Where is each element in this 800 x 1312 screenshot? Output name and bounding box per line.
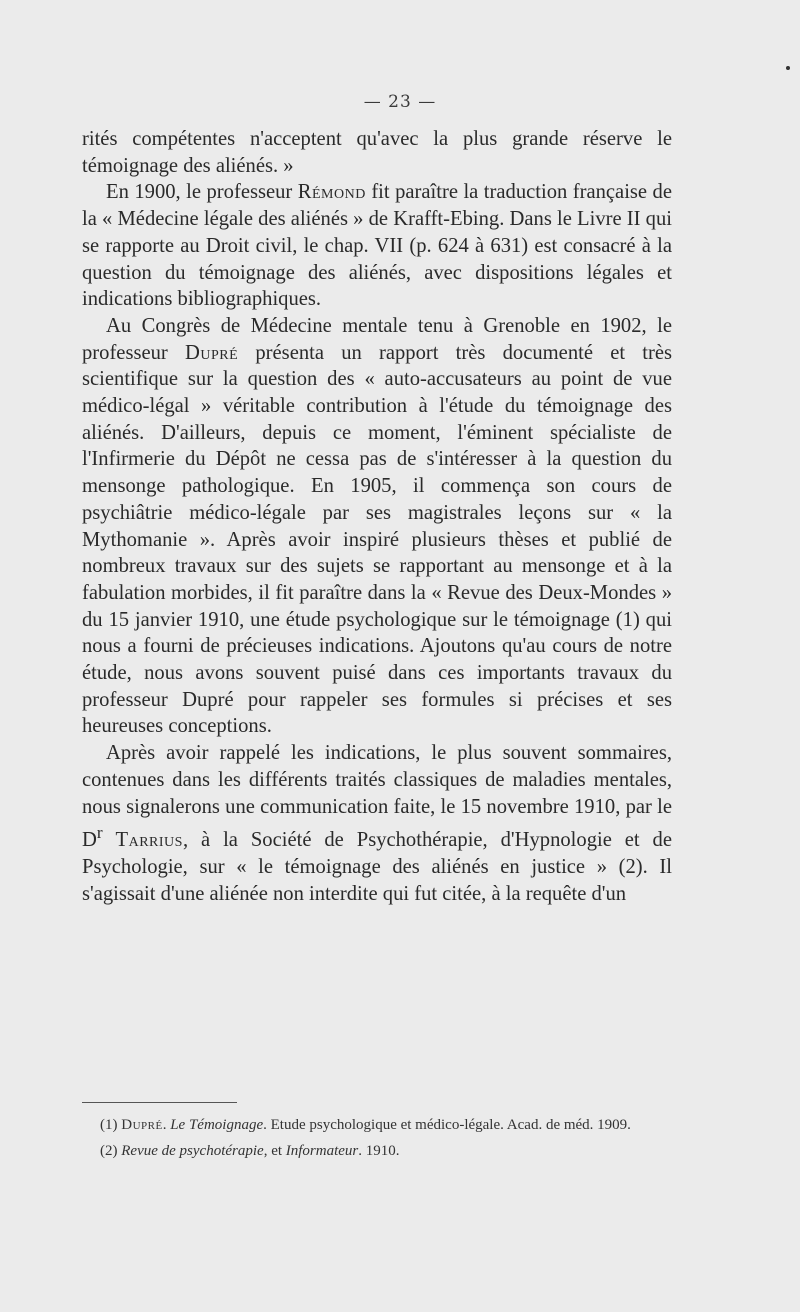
page-number: — 23 —	[363, 92, 437, 112]
footnotes	[82, 1115, 672, 1167]
paragraph-1: rités compétentes n'acceptent qu'avec la plus grande réserve le témoignage des aliénés. »	[82, 128, 672, 177]
author-name-tarrius: Tarrius	[115, 829, 183, 852]
paragraph-3: Au Congrès de Médecine mentale tenu à Grenoble en 1902, le professeur Dupré présenta un rapport très documenté et très scientifique sur la question des « auto-accusateurs au point de vue médico-légal » véritable contribution à l'étude du témoignage des aliénés. D'ailleurs, depuis ce moment, l'éminent spécialiste de l'Infirmerie du Dépôt ne cessa pas de s'intéresser à la question du mensonge pathologique. En 1905, il commença son cours de psychiâtrie médico-légale par ses magistrales leçons sur « la Mythomanie ». Après avoir inspiré plusieurs thèses et publié de nombreux travaux sur des sujets se rapportant au mensonge et à la fabulation morbides, il fit paraître dans la « Revue des Deux-Mondes » du 15 janvier 1910, une étude psychologique sur le témoignage (1) qui nous a fourni de précieuses indications. Ajoutons qu'au cours de notre étude, nous avons souvent puisé dans ces importants travaux du professeur Dupré pour rappeler ses formules si précises et ses heureuses conceptions.	[82, 314, 672, 738]
footnote-divider	[82, 1102, 237, 1103]
paragraph-2: En 1900, le professeur Rémond fit paraître la traduction française de la « Médecine légale des aliénés » de Krafft-Ebing. Dans le Livre II qui se rapporte au Droit civil, le chap. VII (p. 624 à 631) est consacré à la question du témoignage des aliénés, avec dispositions légales et indications bibliographiques.	[82, 181, 672, 311]
paragraph-4: Après avoir rappelé les indications, le plus souvent sommaires, contenues dans les différents traités classiques de maladies mentales, nous signalerons une communication faite, le 15 novembre 1910, par le $D^r$ Tarrius, à la Société de Psychothérapie, d'Hypnologie et de Psychologie, sur « le témoignage des aliénés en justice » (2). Il s'agissait d'une aliénée non interdite qui fut citée, à la requête d'un	[82, 742, 672, 905]
footnote-2: (2) Revue de psychotérapie, et Informateur. 1910.	[100, 1143, 400, 1159]
body-text	[82, 126, 672, 907]
footnote-1: (1) Dupré. Le Témoignage. Etude psychologique et médico-légale. Acad. de méd. 1909.	[100, 1117, 631, 1133]
author-name-dupre: Dupré	[185, 341, 239, 364]
author-name-remond: Rémond	[297, 181, 366, 204]
scan-speck	[786, 66, 790, 70]
